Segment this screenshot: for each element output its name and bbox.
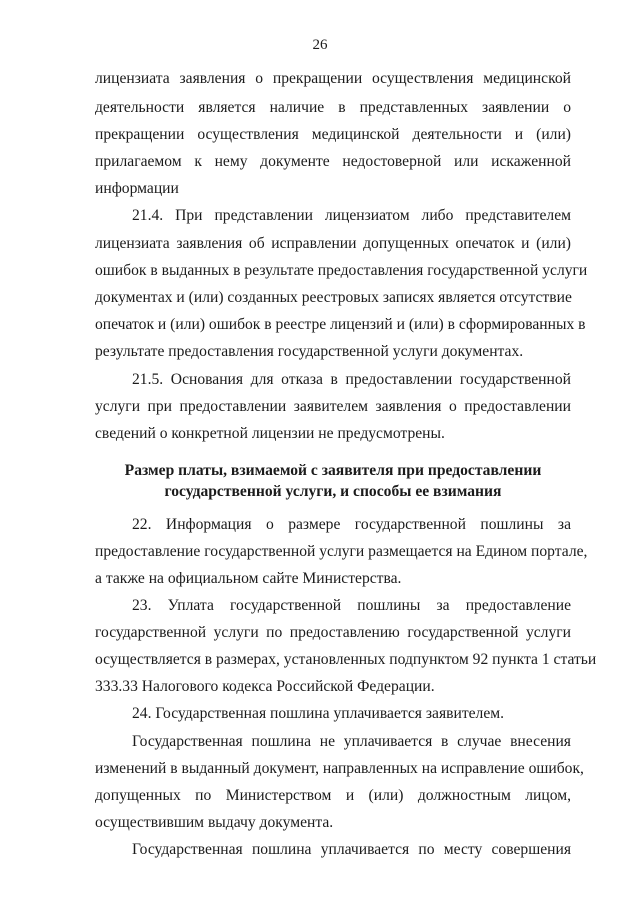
- text-line: услуги при предоставлении заявителем заявления о предоставлении: [95, 398, 571, 415]
- text-line: опечаток и (или) ошибок в реестре лицензий и (или) в сформированных в: [95, 316, 586, 333]
- text-line: 24. Государственная пошлина уплачивается заявителем.: [132, 705, 505, 722]
- text-line: информации: [95, 180, 179, 197]
- section-heading-line: Размер платы, взимаемой с заявителя при предоставлении: [124, 462, 542, 479]
- text-line: 23. Уплата государственной пошлины за предоставление: [132, 597, 571, 614]
- text-line: ошибок в выданных в результате предоставления государственной услуги: [95, 262, 588, 279]
- section-heading-line: государственной услуги, и способы ее взимания: [164, 483, 502, 500]
- text-line: 22. Информация о размере государственной пошлины за: [132, 516, 571, 533]
- text-line: Государственная пошлина уплачивается по месту совершения: [132, 841, 571, 858]
- text-line: лицензиата заявления об исправлении допущенных опечаток и (или): [95, 235, 571, 252]
- text-line: 333.33 Налогового кодекса Российской Федерации.: [95, 678, 435, 695]
- text-line: прилагаемом к нему документе недостоверной или искаженной: [95, 153, 571, 170]
- text-line: сведений о конкретной лицензии не предусмотрены.: [95, 425, 445, 442]
- text-line: осуществляется в размерах, установленных подпунктом 92 пункта 1 статьи: [95, 651, 597, 668]
- text-line: документах и (или) созданных реестровых записях является отсутствие: [95, 289, 572, 306]
- text-line: государственной услуги по предоставлению государственной услуги: [95, 624, 571, 641]
- text-line: осуществившим выдачу документа.: [95, 814, 334, 831]
- text-line: предоставление государственной услуги размещается на Едином портале,: [95, 543, 588, 560]
- page-number: 26: [312, 37, 328, 53]
- text-line: прекращении осуществления медицинской деятельности и (или): [95, 126, 571, 143]
- text-line: деятельности является наличие в представленных заявлении о: [95, 99, 571, 116]
- text-line: лицензиата заявления о прекращении осуществления медицинской: [95, 70, 571, 87]
- text-line: 21.5. Основания для отказа в предоставлении государственной: [132, 371, 571, 388]
- text-line: а также на официальном сайте Министерства.: [95, 570, 402, 587]
- text-line: 21.4. При представлении лицензиатом либо представителем: [132, 207, 571, 224]
- text-line: допущенных по Министерством и (или) должностным лицом,: [95, 787, 571, 804]
- text-line: результате предоставления государственной услуги документах.: [95, 343, 524, 360]
- text-line: изменений в выданный документ, направленных на исправление ошибок,: [95, 760, 584, 777]
- text-line: Государственная пошлина не уплачивается в случае внесения: [132, 733, 571, 750]
